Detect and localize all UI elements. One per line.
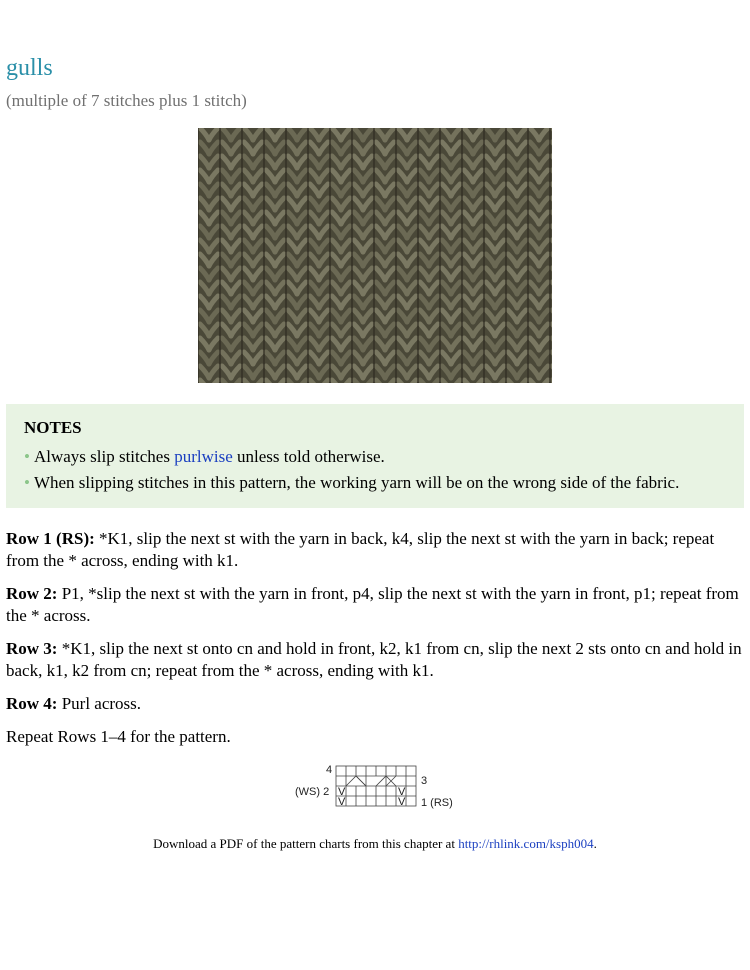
slip-stitch-icon: V: [398, 786, 406, 798]
download-text: Download a PDF of the pattern charts from this chapter at: [153, 836, 459, 851]
knit-swatch-image: [198, 128, 552, 383]
row-label: Row 3:: [6, 639, 58, 658]
row-label: Row 1 (RS):: [6, 529, 95, 548]
left-cable-icon: [356, 776, 366, 786]
row-instruction: [6, 528, 744, 572]
download-note: [0, 836, 750, 852]
left-cable-icon: [346, 776, 366, 786]
row-text: Purl across.: [57, 694, 142, 713]
note-item: [24, 444, 744, 470]
note-text: Always slip stitches: [33, 447, 175, 466]
note-item: [24, 470, 744, 496]
repeat-instruction: [6, 726, 744, 748]
chart-row-4-label: 4: [326, 764, 333, 776]
row-label: Row 2:: [6, 584, 58, 603]
row-text: P1, *slip the next st with the yarn in front, p4, slip the next st with the yarn in front, p1; repeat from the * across.: [6, 584, 739, 625]
chart-row-3-label: 3: [421, 775, 428, 787]
purlwise-link[interactable]: purlwise: [174, 447, 233, 466]
row-text: *K1, slip the next st onto cn and hold in front, k2, k1 from cn, slip the next 2 sts onto cn and hold in back, k1, k2 from cn; repeat from the * across, ending with k1.: [6, 639, 742, 680]
chart-row-1-label: 1 (RS): [421, 797, 453, 809]
page-title: gulls: [6, 55, 53, 81]
pattern-rows: [6, 528, 744, 759]
notes-box: [6, 404, 744, 508]
row-text: *K1, slip the next st with the yarn in back, k4, slip the next st with the yarn in back; repeat from the * across, ending with k1.: [6, 529, 715, 570]
knit-swatch-photo: [198, 128, 552, 383]
notes-heading: NOTES: [24, 418, 82, 437]
notes-list: [24, 444, 744, 496]
row-instruction: [6, 638, 744, 682]
row-text: Repeat Rows 1–4 for the pattern.: [6, 727, 231, 746]
note-text: unless told otherwise.: [232, 447, 385, 466]
stitch-multiple-subtitle: (multiple of 7 stitches plus 1 stitch): [6, 91, 247, 110]
stitch-chart: [294, 762, 456, 810]
download-link[interactable]: http://rhlink.com/ksph004: [458, 836, 594, 851]
bullet-icon: •: [24, 473, 30, 492]
chart-ws-label: (WS) 2: [295, 786, 330, 798]
slip-stitch-icon: V: [338, 786, 346, 798]
slip-stitch-icon: V: [338, 796, 346, 808]
note-text: When slipping stitches in this pattern, the working yarn will be on the wrong side of the fabric.: [33, 473, 680, 492]
row-instruction: [6, 583, 744, 627]
row-label: Row 4:: [6, 694, 58, 713]
bullet-icon: •: [24, 447, 30, 466]
row-instruction: [6, 693, 744, 715]
slip-stitch-icon: V: [398, 796, 406, 808]
download-period: .: [593, 836, 597, 851]
